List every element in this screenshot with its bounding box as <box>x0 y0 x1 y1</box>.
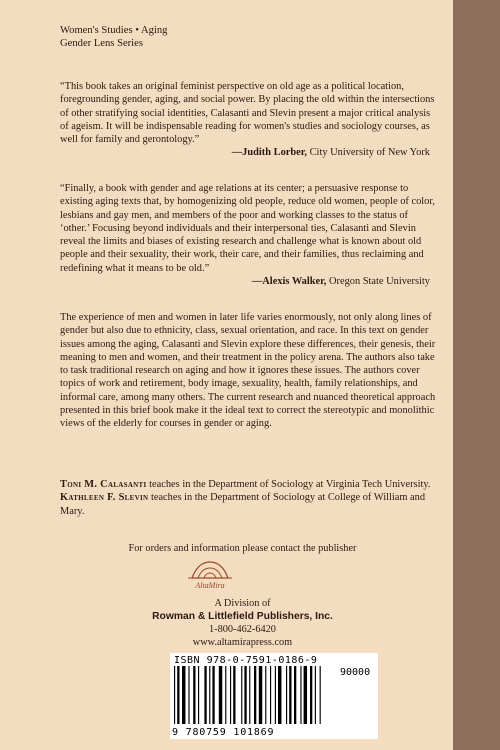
bio-text-1: teaches in the Department of Sociology at Virginia Tech University. <box>146 479 431 490</box>
author-bio <box>60 478 443 518</box>
series-label <box>60 24 167 50</box>
publisher-phone: 1-800-462-6420 <box>209 624 276 635</box>
barcode-digits: 9 780759 101869 <box>172 727 275 738</box>
quote-2-attribution <box>60 275 430 288</box>
author-name-2: Kathleen F. Slevin <box>60 492 149 504</box>
quote-1-affiliation: City University of New York <box>307 147 430 159</box>
publisher-website: www.altamirapress.com <box>192 637 293 648</box>
description-text: The experience of men and women in later life varies enormously, not only along lines of gender but also due to ethnicity, class, sexual orientation, and race. In this text on gender issues among the aging, Calasanti and Slevin explore these differences, their genesis, their meaning to men and women, and their treatment in the policy arena. The authors also take to task traditional research on aging and how it ignores these issues. The authors cover topics of work and retirement, body image, sexuality, health, family relationships, and informal care, among many others. The current research and nuanced theoretical approach presented in this brief book make it the ideal text to correct the stereotypic and monolithic views of the elderly for courses in gender or aging. <box>60 312 436 430</box>
endorsement-quote-2 <box>60 182 440 288</box>
endorsement-quote-1 <box>60 80 440 160</box>
quote-2-author: Alexis Walker, <box>262 276 327 288</box>
quote-1-text: “This book takes an original feminist perspective on old age as a political location, foregrounding gender, aging, and social power. By placing the old within the intersections of other stratifying social identities, Calasanti and Slevin present a major critical analysis of ageism. It will be indispensable reading for women's studies and sociology courses, as well for family and gerontology.” <box>60 81 435 146</box>
quote-1-author: Judith Lorber, <box>242 147 308 159</box>
quote-1-attribution <box>60 146 430 159</box>
quote-2-dash: — <box>251 276 263 288</box>
series-line-2: Gender Lens Series <box>60 38 143 49</box>
spine-edge <box>453 0 500 750</box>
orders-line: For orders and information please contact the publisher <box>128 543 357 554</box>
bio-text-2: teaches in the Department of Sociology at College of William and Mary. <box>60 492 426 517</box>
isbn-text: ISBN 978-0-7591-0186-9 <box>174 655 318 666</box>
logo-text: AltaMira <box>195 581 225 590</box>
barcode-bars <box>174 666 374 726</box>
publisher-info <box>60 597 425 649</box>
quote-2-affiliation: Oregon State University <box>326 276 430 288</box>
publisher-name: Rowman & Littlefield Publishers, Inc. <box>152 611 333 622</box>
division-line: A Division of <box>214 598 271 609</box>
quote-1-dash: — <box>231 147 243 159</box>
author-name-1: Toni M. Calasanti <box>60 479 147 490</box>
book-description <box>60 311 443 431</box>
price-code: 90000 <box>340 667 371 678</box>
series-line-1: Women's Studies • Aging <box>60 25 168 36</box>
quote-2-text: “Finally, a book with gender and age relations at its center; a persuasive response to existing aging texts that, by homogenizing old people, reduce old women, people of color, lesbians and gay men, and members of the poor and working classes to the status of ‘other.’ Focusing beyond individuals and their interpersonal ties, Calasanti and Slevin reveal the limits and biases of existing research and challenge what is known about old people and their sexuality, their work, their care, and their families, thus reclaiming and redefining what it means to be old.” <box>60 183 436 274</box>
bio-text <box>60 478 443 518</box>
altamira-logo <box>180 558 240 592</box>
barcode <box>170 653 378 739</box>
